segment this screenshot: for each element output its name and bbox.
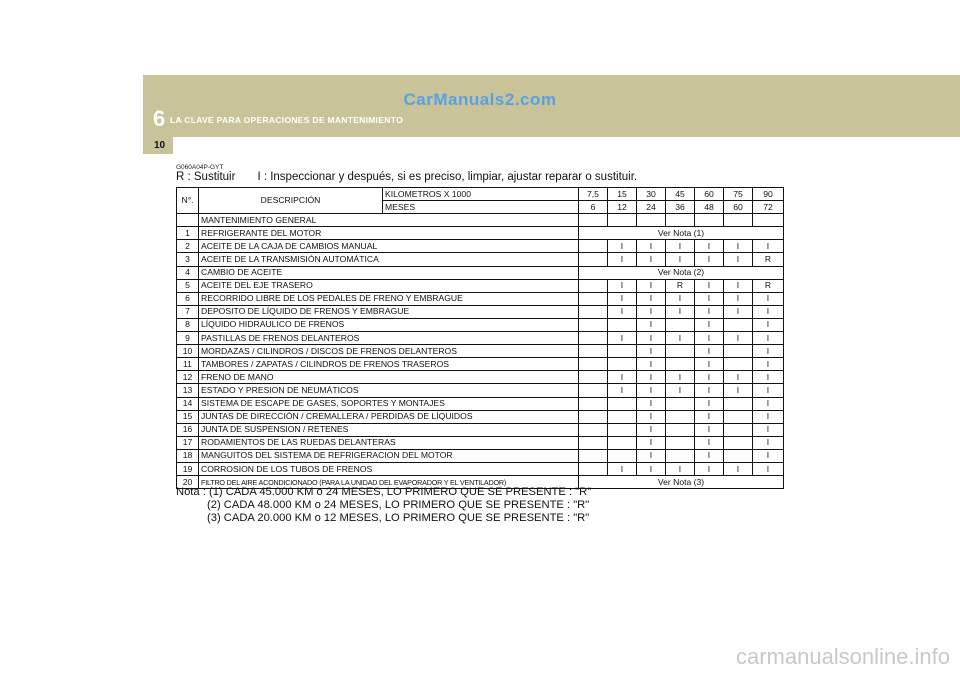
months-cell: 12 [608,201,637,214]
row-number: 3 [177,253,199,266]
row-number: 4 [177,266,199,279]
row-value [579,279,608,292]
table-row [177,318,784,331]
row-number: 11 [177,358,199,371]
row-value [724,410,753,423]
table-row [177,436,784,449]
km-cell: 90 [753,188,784,201]
row-value: I [637,384,666,397]
row-value [579,358,608,371]
row-description: TAMBORES / ZAPATAS / CILINDROS DE FRENOS TRASEROS [199,358,579,371]
months-cell: 60 [724,201,753,214]
header-row-km [177,188,784,201]
row-value [608,358,637,371]
table-row [177,227,784,240]
row-value [608,345,637,358]
row-value: I [637,423,666,436]
row-value: I [666,384,695,397]
row-value [724,345,753,358]
row-value [579,436,608,449]
row-value: I [753,410,784,423]
section-number: 6 [153,106,166,131]
row-description: JUNTAS DE DIRECCIÓN / CREMALLERA / PERDIDAS DE LÍQUIDOS [199,410,579,423]
doc-code: G060A04P-GYT [176,164,224,171]
note-item: (3) CADA 20.000 KM o 12 MESES, LO PRIMERO QUE SE PRESENTE : "R" [207,512,590,525]
row-value [579,423,608,436]
row-value: I [695,462,724,475]
row-value: I [753,371,784,384]
row-value: I [724,332,753,345]
row-number: 18 [177,449,199,462]
row-value: I [666,332,695,345]
km-cell: 45 [666,188,695,201]
row-number: 19 [177,462,199,475]
row-description: MANTENIMIENTO GENERAL [199,214,579,227]
table-row [177,423,784,436]
row-number [177,214,199,227]
maintenance-table [176,187,784,489]
months-cell: 72 [753,201,784,214]
row-value: I [753,292,784,305]
row-value: I [695,358,724,371]
row-value: I [608,305,637,318]
row-number: 17 [177,436,199,449]
row-value: I [753,318,784,331]
row-value: I [666,462,695,475]
notes-prefix: Nota : [176,486,206,498]
row-number: 8 [177,318,199,331]
row-description: DEPOSITO DE LÍQUIDO DE FRENOS Y EMBRAGUE [199,305,579,318]
row-value: I [666,240,695,253]
row-number: 20 [177,476,199,489]
row-value [666,397,695,410]
col-desc-header: DESCRIPCIÓN [199,188,383,214]
row-value: I [753,305,784,318]
row-value: I [695,305,724,318]
months-cell: 24 [637,201,666,214]
row-value [666,318,695,331]
row-value [666,214,695,227]
row-number: 7 [177,305,199,318]
row-value: I [608,384,637,397]
col-no-header: N°. [177,188,199,214]
row-value: I [695,318,724,331]
legend [176,171,637,183]
row-value [608,214,637,227]
row-value: I [695,345,724,358]
row-value: I [695,253,724,266]
page-number: 10 [154,140,166,151]
row-value [579,318,608,331]
row-value: I [724,279,753,292]
row-value [579,371,608,384]
row-value: I [608,462,637,475]
row-value: I [724,305,753,318]
row-value: I [608,240,637,253]
row-number: 12 [177,371,199,384]
row-value: I [695,332,724,345]
row-value [724,423,753,436]
notes [176,486,591,526]
row-description: FRENO DE MANO [199,371,579,384]
row-value: I [666,253,695,266]
row-description: MANGUITOS DEL SISTEMA DE REFRIGERACION DEL MOTOR [199,449,579,462]
row-value [579,240,608,253]
table-row [177,240,784,253]
row-description: ACEITE DE LA CAJA DE CAMBIOS MANUAL [199,240,579,253]
row-value: I [695,436,724,449]
row-description: RODAMIENTOS DE LAS RUEDAS DELANTERAS [199,436,579,449]
km-cell: 7,5 [579,188,608,201]
legend-i: I : Inspeccionar y después, si es preciso, limpiar, ajustar reparar o sustituir. [257,171,638,183]
row-value: I [695,292,724,305]
row-number: 2 [177,240,199,253]
row-value [666,423,695,436]
row-value: I [637,279,666,292]
row-value [579,410,608,423]
table-row [177,305,784,318]
table-row [177,358,784,371]
table-row [177,345,784,358]
row-description: MORDAZAS / CILINDROS / DISCOS DE FRENOS DELANTEROS [199,345,579,358]
row-description: ACEITE DE LA TRANSMISIÓN AUTOMÁTICA [199,253,579,266]
row-value [724,318,753,331]
table-row [177,253,784,266]
row-value: I [637,462,666,475]
km-label: KILOMETROS X 1000 [383,188,579,201]
months-cell: 6 [579,201,608,214]
row-value: I [637,410,666,423]
table-row [177,449,784,462]
row-value [666,358,695,371]
row-value [666,436,695,449]
row-number: 9 [177,332,199,345]
row-value: I [753,449,784,462]
row-value [579,462,608,475]
row-value: I [637,449,666,462]
km-cell: 30 [637,188,666,201]
row-value [608,436,637,449]
row-value: I [724,371,753,384]
table-row [177,397,784,410]
row-value: I [753,384,784,397]
row-value: I [724,253,753,266]
row-value [695,214,724,227]
row-value [579,305,608,318]
row-value [666,449,695,462]
row-value: I [753,397,784,410]
row-value [579,384,608,397]
legend-r: R : Sustituir [176,171,236,183]
row-value [724,436,753,449]
row-value: I [724,462,753,475]
row-value: I [753,345,784,358]
row-value: I [608,292,637,305]
row-number: 1 [177,227,199,240]
months-label: MESES [383,201,579,214]
row-value: I [637,397,666,410]
row-value [579,292,608,305]
table-row [177,462,784,475]
row-value [608,318,637,331]
note-item: (2) CADA 48.000 KM o 24 MESES, LO PRIMERO QUE SE PRESENTE : "R" [207,499,590,512]
row-description: REFRIGERANTE DEL MOTOR [199,227,579,240]
km-cell: 75 [724,188,753,201]
row-value: I [753,436,784,449]
row-value: I [608,332,637,345]
row-value: I [637,345,666,358]
watermark-bottom: carmanualsonline.info [735,644,950,669]
watermark-top: CarManuals2.com [403,90,557,109]
row-number: 5 [177,279,199,292]
row-description: CAMBIO DE ACEITE [199,266,579,279]
row-description: LÍQUIDO HIDRAULICO DE FRENOS [199,318,579,331]
row-value [579,332,608,345]
row-value: I [608,279,637,292]
row-value: I [724,240,753,253]
row-value [579,449,608,462]
row-value: I [753,240,784,253]
table-row [177,410,784,423]
row-value: I [695,279,724,292]
months-cell: 48 [695,201,724,214]
row-description: RECORRIDO LIBRE DE LOS PEDALES DE FRENO Y EMBRAGUE [199,292,579,305]
row-value [724,449,753,462]
row-value: I [637,305,666,318]
row-description: ESTADO Y PRESION DE NEUMÁTICOS [199,384,579,397]
table-row [177,384,784,397]
row-description: CORROSION DE LOS TUBOS DE FRENOS [199,462,579,475]
row-value: I [637,292,666,305]
row-value [666,410,695,423]
row-value [579,345,608,358]
row-value: I [724,292,753,305]
row-description: PASTILLAS DE FRENOS DELANTEROS [199,332,579,345]
row-value: R [666,279,695,292]
row-value [753,214,784,227]
row-number: 13 [177,384,199,397]
row-note-span: Ver Nota (1) [579,227,784,240]
row-value: I [637,253,666,266]
row-value: I [637,318,666,331]
row-value: I [753,462,784,475]
row-note-span: Ver Nota (2) [579,266,784,279]
row-value [724,397,753,410]
row-value: I [695,410,724,423]
row-value: I [695,371,724,384]
table-row [177,332,784,345]
row-value: I [695,384,724,397]
row-value [608,410,637,423]
table-row [177,279,784,292]
row-value [579,214,608,227]
row-value: I [666,371,695,384]
row-value: I [608,253,637,266]
km-cell: 60 [695,188,724,201]
note-item: (1) CADA 45.000 KM o 24 MESES, LO PRIMERO QUE SE PRESENTE : "R" [208,486,592,498]
row-value: I [637,358,666,371]
row-value: R [753,279,784,292]
row-value: I [695,449,724,462]
row-value: I [753,358,784,371]
row-value: I [695,397,724,410]
row-value: I [666,305,695,318]
row-value [579,253,608,266]
row-value: R [753,253,784,266]
row-value [637,214,666,227]
table-body [177,188,784,489]
row-value [608,423,637,436]
km-cell: 15 [608,188,637,201]
row-value [724,358,753,371]
row-value [608,397,637,410]
row-value: I [637,436,666,449]
row-number: 14 [177,397,199,410]
row-number: 6 [177,292,199,305]
row-value: I [695,423,724,436]
section-title: LA CLAVE PARA OPERACIONES DE MANTENIMIENTO [170,115,403,125]
row-description: FILTRO DEL AIRE ACONDICIONADO (PARA LA UNIDAD DEL EVAPORADOR Y EL VENTILADOR) [199,476,579,489]
row-number: 10 [177,345,199,358]
row-description: JUNTA DE SUSPENSION / RETENES [199,423,579,436]
table-row [177,371,784,384]
row-value: I [637,371,666,384]
table-row [177,266,784,279]
row-value: I [666,292,695,305]
row-value [579,397,608,410]
row-value: I [753,332,784,345]
row-value [666,345,695,358]
row-value: I [695,240,724,253]
row-value: I [724,384,753,397]
row-description: SISTEMA DE ESCAPE DE GASES, SOPORTES Y MONTAJES [199,397,579,410]
months-cell: 36 [666,201,695,214]
row-value: I [637,240,666,253]
table-row [177,214,784,227]
row-value [724,214,753,227]
row-value: I [608,371,637,384]
row-number: 16 [177,423,199,436]
row-value [608,449,637,462]
row-value: I [753,423,784,436]
row-number: 15 [177,410,199,423]
row-description: ACEITE DEL EJE TRASERO [199,279,579,292]
row-note-span: Ver Nota (3) [579,476,784,489]
row-value: I [637,332,666,345]
table-row [177,292,784,305]
